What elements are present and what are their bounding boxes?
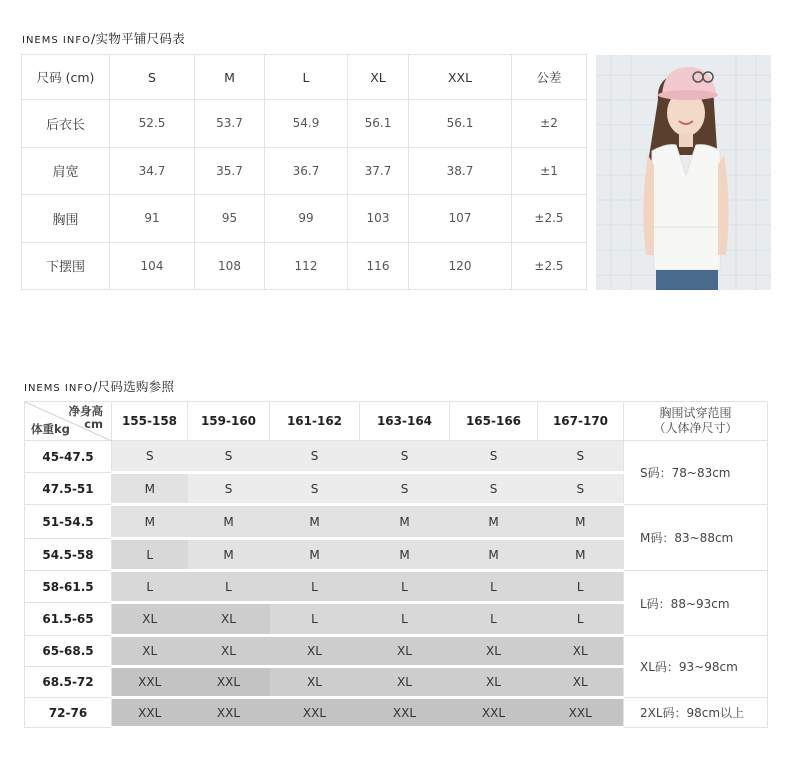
weight-cell: 72-76	[25, 698, 112, 728]
corner-header	[25, 402, 112, 441]
table-row	[25, 505, 768, 539]
row-label: 胸围	[22, 195, 110, 242]
size-cell: L	[450, 603, 538, 636]
height-header: 163-164	[360, 402, 450, 441]
size-cell: XL	[270, 636, 360, 667]
size-cell: M	[360, 505, 450, 539]
height-header: 165-166	[450, 402, 538, 441]
size-cell: XL	[450, 667, 538, 698]
table-row	[22, 195, 587, 242]
table-cell: ±2.5	[512, 195, 587, 242]
height-header: 159-160	[188, 402, 270, 441]
header-cell: 尺码 (cm)	[22, 55, 110, 100]
row-label: 下摆围	[22, 242, 110, 290]
height-header: 167-170	[538, 402, 624, 441]
model-photo	[596, 55, 771, 290]
size-cell: L	[360, 571, 450, 603]
header-cell: 公差	[512, 55, 587, 100]
height-header: 155-158	[112, 402, 188, 441]
table-cell: 103	[348, 195, 409, 242]
size-cell: XL	[188, 636, 270, 667]
header-cell: XL	[348, 55, 409, 100]
table-row	[22, 100, 587, 147]
table-cell: 104	[110, 242, 195, 290]
range-cell: 2XL码：98cm以上	[624, 698, 768, 728]
header-cell: L	[265, 55, 348, 100]
size-cell: XL	[450, 636, 538, 667]
table-cell: ±1	[512, 147, 587, 194]
table-cell: 56.1	[409, 100, 512, 147]
size-cell: XL	[360, 636, 450, 667]
range-header-line2: （人体净尺寸）	[653, 421, 738, 435]
header-cell: S	[110, 55, 195, 100]
size-cell: M	[112, 505, 188, 539]
size-cell: M	[538, 505, 624, 539]
size-cell: S	[538, 441, 624, 473]
size-cell: M	[270, 505, 360, 539]
size-cell: M	[188, 505, 270, 539]
header-cell: XXL	[409, 55, 512, 100]
weight-cell: 61.5-65	[25, 603, 112, 636]
size-cell: L	[270, 603, 360, 636]
weight-label: 体重kg	[31, 422, 70, 436]
size-cell: XXL	[188, 667, 270, 698]
brand-label: INEMS INFO	[24, 383, 93, 394]
row-label: 后衣长	[22, 100, 110, 147]
table-row	[25, 698, 768, 728]
size-cell: XL	[270, 667, 360, 698]
range-cell: M码：83~88cm	[624, 505, 768, 571]
size-cell: S	[538, 473, 624, 505]
size-cell: S	[112, 441, 188, 473]
table-row	[25, 441, 768, 473]
size-cell: XL	[538, 667, 624, 698]
size-cell: S	[188, 441, 270, 473]
table-cell: 112	[265, 242, 348, 290]
brand-label: INEMS INFO	[22, 35, 91, 46]
weight-cell: 68.5-72	[25, 667, 112, 698]
guide-header-row	[25, 402, 768, 441]
weight-cell: 51-54.5	[25, 505, 112, 539]
size-cell: S	[188, 473, 270, 505]
range-header-line1: 胸围试穿范围	[659, 406, 732, 420]
size-cell: XXL	[112, 698, 188, 728]
size-cell: XXL	[188, 698, 270, 728]
table-cell: 107	[409, 195, 512, 242]
table-cell: 37.7	[348, 147, 409, 194]
size-cell: M	[188, 539, 270, 571]
range-cell: L码：88~93cm	[624, 571, 768, 636]
size-cell: S	[270, 473, 360, 505]
table-cell: 56.1	[348, 100, 409, 147]
table-cell: 36.7	[265, 147, 348, 194]
table-row	[25, 571, 768, 603]
table-cell: 54.9	[265, 100, 348, 147]
size-cell: M	[450, 539, 538, 571]
corner-header-top	[69, 405, 104, 431]
table-row	[22, 242, 587, 290]
size-cell: XL	[112, 603, 188, 636]
height-header: 161-162	[270, 402, 360, 441]
size-cell: L	[188, 571, 270, 603]
size-cell: XL	[360, 667, 450, 698]
table-cell: 95	[195, 195, 265, 242]
title-text: /尺码选购参照	[92, 379, 175, 394]
weight-cell: 47.5-51	[25, 473, 112, 505]
table-cell: 99	[265, 195, 348, 242]
weight-cell: 54.5-58	[25, 539, 112, 571]
table-cell: ±2	[512, 100, 587, 147]
size-cell: XXL	[270, 698, 360, 728]
table-cell: 35.7	[195, 147, 265, 194]
size-cell: L	[360, 603, 450, 636]
size-cell: S	[360, 473, 450, 505]
range-cell: S码：78~83cm	[624, 441, 768, 505]
weight-cell: 45-47.5	[25, 441, 112, 473]
range-cell: XL码：93~98cm	[624, 636, 768, 698]
size-cell: L	[112, 571, 188, 603]
size-cell: XXL	[450, 698, 538, 728]
table-cell: 108	[195, 242, 265, 290]
size-cell: M	[538, 539, 624, 571]
unit-label: cm	[84, 417, 103, 431]
size-cell: L	[450, 571, 538, 603]
range-header	[624, 402, 768, 441]
size-recommendation-table	[24, 401, 768, 729]
size-cell: XXL	[538, 698, 624, 728]
table-row	[22, 147, 587, 194]
size-cell: XL	[538, 636, 624, 667]
size-cell: L	[538, 603, 624, 636]
height-label: 净身高	[68, 404, 103, 418]
table-cell: 52.5	[110, 100, 195, 147]
weight-cell: 58-61.5	[25, 571, 112, 603]
size-cell: XL	[188, 603, 270, 636]
weight-cell: 65-68.5	[25, 636, 112, 667]
table-cell: 38.7	[409, 147, 512, 194]
title-text: /实物平铺尺码表	[90, 31, 186, 46]
size-cell: L	[538, 571, 624, 603]
size-cell: S	[360, 441, 450, 473]
size-cell: M	[270, 539, 360, 571]
garment-size-table	[21, 54, 587, 290]
size-cell: L	[270, 571, 360, 603]
header-cell: M	[195, 55, 265, 100]
table-cell: 91	[110, 195, 195, 242]
size-cell: M	[450, 505, 538, 539]
table-cell: ±2.5	[512, 242, 587, 290]
size-cell: XXL	[360, 698, 450, 728]
size-table-header-row	[22, 55, 587, 100]
size-cell: M	[112, 473, 188, 505]
size-cell: L	[112, 539, 188, 571]
size-cell: XL	[112, 636, 188, 667]
table-row	[25, 636, 768, 667]
row-label: 肩宽	[22, 147, 110, 194]
size-table-title	[22, 29, 185, 47]
table-cell: 53.7	[195, 100, 265, 147]
size-cell: XXL	[112, 667, 188, 698]
size-cell: S	[270, 441, 360, 473]
size-guide-title	[24, 377, 174, 395]
table-cell: 120	[409, 242, 512, 290]
table-cell: 34.7	[110, 147, 195, 194]
model-illustration	[596, 55, 771, 290]
size-cell: S	[450, 473, 538, 505]
size-cell: M	[360, 539, 450, 571]
table-cell: 116	[348, 242, 409, 290]
size-cell: S	[450, 441, 538, 473]
